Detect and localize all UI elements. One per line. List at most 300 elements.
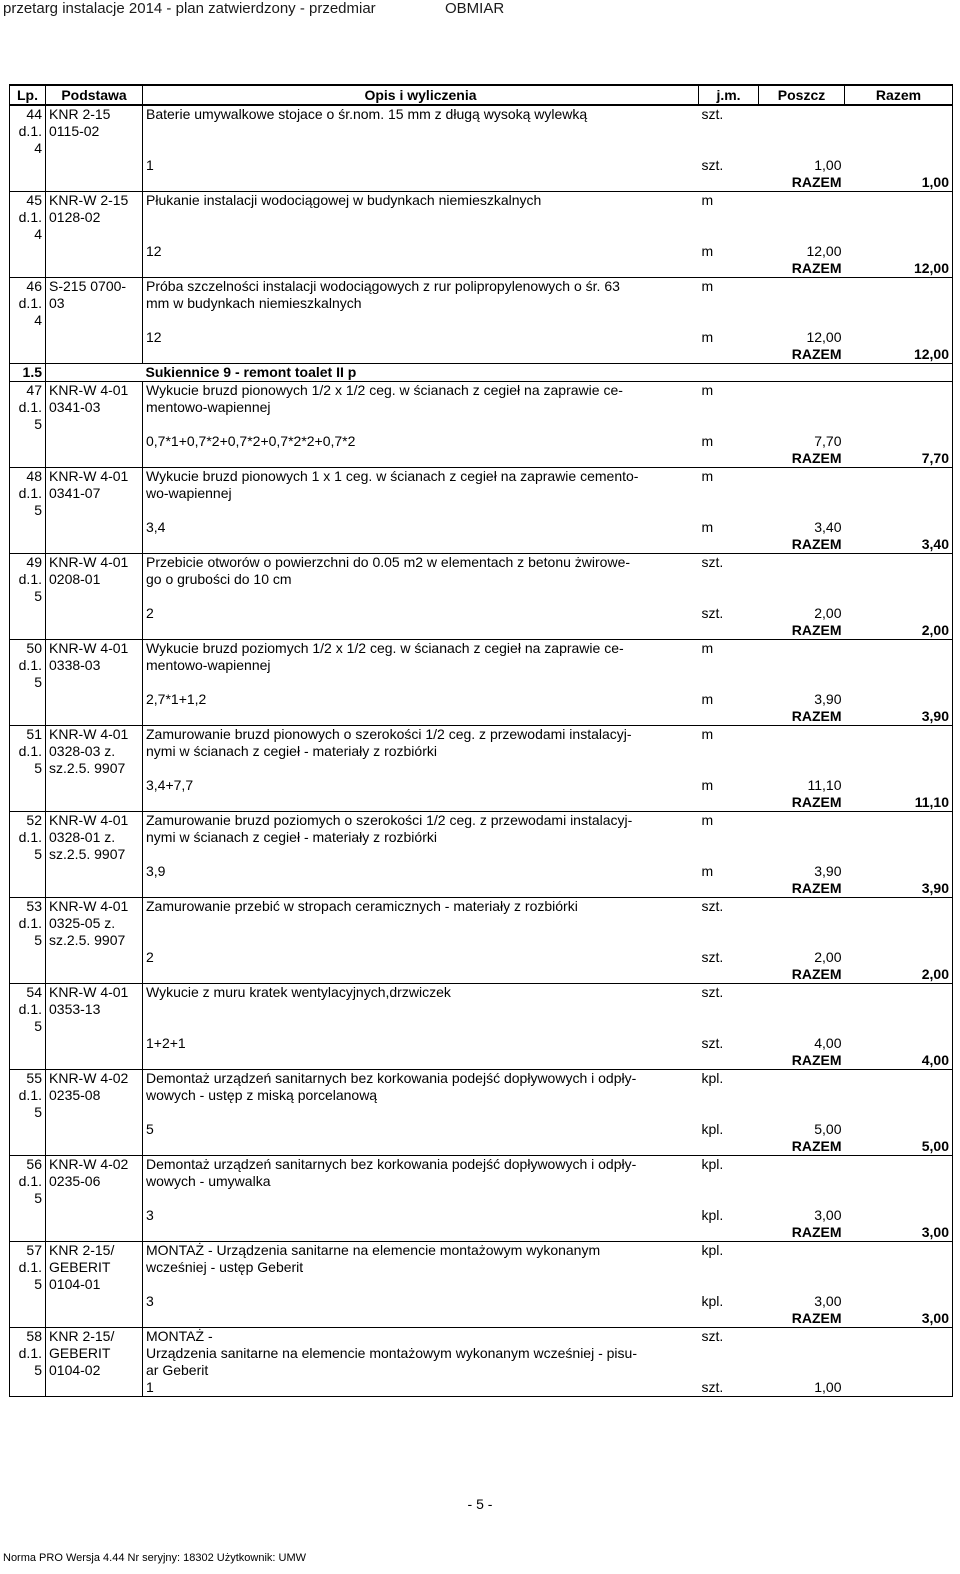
position-partial <box>759 726 845 744</box>
calculation-unit: m <box>701 519 714 535</box>
position-unit <box>699 1259 759 1276</box>
position-description: Próba szczelności instalacji wodociągowych z rur polipropylenowych o śr. 63 <box>143 278 699 296</box>
total-row <box>10 260 953 278</box>
table-row <box>10 105 953 123</box>
position-partial <box>759 192 845 210</box>
position-number: 45 <box>10 192 46 210</box>
calculation-value: 12,00 <box>806 329 842 345</box>
position-total <box>845 657 953 674</box>
calculation-unit: m <box>701 863 714 879</box>
position-unit <box>699 1018 759 1035</box>
table-row <box>10 812 953 830</box>
position-basis: KNR-W 4-01 <box>46 640 143 658</box>
position-total <box>845 949 953 966</box>
calculation-row <box>10 1379 953 1397</box>
table-row <box>10 1345 953 1362</box>
total-row <box>10 708 953 726</box>
position-unit <box>699 209 759 226</box>
position-basis <box>46 174 143 192</box>
position-partial <box>759 140 845 157</box>
position-unit <box>699 932 759 949</box>
position-total <box>845 812 953 830</box>
position-number <box>10 880 46 898</box>
position-partial <box>759 312 845 329</box>
table-row <box>10 657 953 674</box>
position-number: 5 <box>10 502 46 519</box>
position-description: Urządzenia sanitarne na elemencie montażowym wykonanym wcześniej - pisu- <box>146 1345 637 1361</box>
position-unit <box>699 1104 759 1121</box>
total-spacer <box>143 708 699 726</box>
position-partial <box>759 105 845 123</box>
table-row <box>10 760 953 777</box>
position-unit: m <box>699 726 759 744</box>
position-basis <box>46 1379 143 1397</box>
position-basis: 0338-03 <box>46 657 143 674</box>
table-row <box>10 1070 953 1088</box>
total-row <box>10 622 953 640</box>
position-number <box>10 1379 46 1397</box>
total-row <box>10 450 953 468</box>
total-row <box>10 1310 953 1328</box>
calculation-unit: szt. <box>701 157 724 173</box>
position-number: 5 <box>10 1276 46 1293</box>
table-row <box>10 640 953 658</box>
position-number <box>10 708 46 726</box>
position-description: Wykucie bruzd poziomych 1/2 x 1/2 ceg. w ścianach z cegieł na zaprawie ce- <box>143 640 699 658</box>
position-unit <box>699 1345 759 1362</box>
calculation-expression: 3 <box>146 1207 154 1223</box>
table-row <box>10 1190 953 1207</box>
position-description: wcześniej - ustęp Geberit <box>146 1259 304 1275</box>
position-total <box>845 760 953 777</box>
calculation-value: 5,00 <box>814 1121 842 1137</box>
position-description: Wykucie bruzd pionowych 1 x 1 ceg. w ścianach z cegieł na zaprawie cemento- <box>143 468 699 486</box>
table-row <box>10 932 953 949</box>
total-spacer <box>143 880 699 898</box>
position-description <box>143 1018 699 1035</box>
position-number <box>10 1138 46 1156</box>
position-number: d.1. <box>10 743 46 760</box>
position-basis <box>46 346 143 364</box>
calculation-value: 1,00 <box>814 157 842 173</box>
position-unit <box>699 226 759 243</box>
positions-block-b <box>10 382 953 1328</box>
position-description <box>143 1104 699 1121</box>
position-unit <box>699 140 759 157</box>
calculation-value: 11,10 <box>807 777 842 793</box>
position-total <box>845 416 953 433</box>
position-basis <box>46 605 143 622</box>
total-label: RAZEM <box>791 1138 842 1154</box>
table-row <box>10 1018 953 1035</box>
position-number: 5 <box>10 1018 46 1035</box>
calculation-value: 7,70 <box>814 433 842 449</box>
position-description <box>143 312 699 329</box>
calculation-expression: 5 <box>146 1121 154 1137</box>
position-total <box>845 433 953 450</box>
position-number <box>10 519 46 536</box>
table-row <box>10 502 953 519</box>
position-total <box>845 1087 953 1104</box>
position-description: Baterie umywalkowe stojace o śr.nom. 15 mm z długą wysoką wylewką <box>143 105 699 123</box>
position-description: Płukanie instalacji wodociągowej w budynkach niemieszkalnych <box>143 192 699 210</box>
table-row <box>10 278 953 296</box>
calculation-value: 2,00 <box>814 605 842 621</box>
position-total <box>845 1207 953 1224</box>
position-partial <box>759 640 845 658</box>
document-type: OBMIAR <box>445 0 505 17</box>
position-number: 5 <box>10 674 46 691</box>
position-basis <box>46 1035 143 1052</box>
section-number: 1.5 <box>10 364 46 382</box>
position-basis <box>46 949 143 966</box>
position-description <box>143 1190 699 1207</box>
total-value: 3,00 <box>845 1310 953 1328</box>
position-total <box>845 1070 953 1088</box>
position-basis <box>46 1207 143 1224</box>
position-description <box>143 915 699 932</box>
position-number <box>10 691 46 708</box>
position-partial <box>759 571 845 588</box>
total-label: RAZEM <box>791 174 842 190</box>
position-basis <box>46 1224 143 1242</box>
position-basis: GEBERIT <box>46 1345 143 1362</box>
position-basis: 0104-01 <box>46 1276 143 1293</box>
total-spacer <box>143 794 699 812</box>
position-number <box>10 346 46 364</box>
calculation-unit: kpl. <box>701 1207 724 1223</box>
position-number: d.1. <box>10 123 46 140</box>
calculation-unit: m <box>701 329 714 345</box>
position-total <box>845 1156 953 1174</box>
position-basis: 0208-01 <box>46 571 143 588</box>
total-value: 4,00 <box>845 1052 953 1070</box>
position-total <box>845 1379 953 1397</box>
calculation-unit: m <box>701 243 714 259</box>
position-unit: szt. <box>699 105 759 123</box>
calculation-value: 3,00 <box>814 1207 842 1223</box>
position-unit: m <box>699 468 759 486</box>
total-row <box>10 880 953 898</box>
position-number: d.1. <box>10 571 46 588</box>
position-number: d.1. <box>10 829 46 846</box>
calculation-expression: 12 <box>146 243 162 259</box>
position-basis <box>46 140 143 157</box>
position-basis <box>46 502 143 519</box>
position-partial <box>759 1259 845 1276</box>
calculation-row <box>10 1035 953 1052</box>
position-number: 56 <box>10 1156 46 1174</box>
table-row <box>10 123 953 140</box>
position-partial <box>759 123 845 140</box>
position-total <box>845 399 953 416</box>
position-description: Demontaż urządzeń sanitarnych bez korkowania podejść dopływowych i odpły- <box>143 1070 699 1088</box>
total-spacer <box>143 346 699 364</box>
position-total <box>845 1190 953 1207</box>
table-row <box>10 399 953 416</box>
position-total <box>845 846 953 863</box>
position-basis <box>46 1052 143 1070</box>
total-row <box>10 174 953 192</box>
calculation-unit: m <box>701 433 714 449</box>
calculation-unit: szt. <box>699 1379 759 1397</box>
position-partial <box>759 1001 845 1018</box>
position-partial <box>759 1242 845 1260</box>
position-total <box>845 1293 953 1310</box>
position-total <box>845 312 953 329</box>
position-basis: 0325-05 z. <box>46 915 143 932</box>
calculation-value: 1,00 <box>759 1379 845 1397</box>
position-basis: KNR-W 4-01 <box>46 984 143 1002</box>
position-number: 4 <box>10 226 46 243</box>
position-unit <box>699 1362 759 1379</box>
calculation-unit: m <box>701 777 714 793</box>
position-description <box>143 226 699 243</box>
total-spacer <box>143 966 699 984</box>
calculation-unit: m <box>701 691 714 707</box>
position-total <box>845 777 953 794</box>
total-spacer <box>143 260 699 278</box>
position-basis: 0341-03 <box>46 399 143 416</box>
table-row <box>10 571 953 588</box>
position-unit <box>699 760 759 777</box>
calculation-unit: kpl. <box>701 1293 724 1309</box>
total-label: RAZEM <box>791 1052 842 1068</box>
position-partial <box>759 382 845 400</box>
position-partial <box>759 915 845 932</box>
position-partial <box>759 846 845 863</box>
position-number: 5 <box>10 1362 46 1379</box>
position-number: 50 <box>10 640 46 658</box>
table-row <box>10 915 953 932</box>
total-row <box>10 536 953 554</box>
calculation-unit: szt. <box>701 1035 724 1051</box>
position-total <box>845 105 953 123</box>
position-basis <box>46 1104 143 1121</box>
table-row <box>10 140 953 157</box>
position-unit <box>699 416 759 433</box>
position-basis <box>46 708 143 726</box>
total-value: 2,00 <box>845 622 953 640</box>
position-partial <box>759 209 845 226</box>
position-unit <box>699 743 759 760</box>
position-basis <box>46 863 143 880</box>
position-basis <box>46 674 143 691</box>
position-basis <box>46 450 143 468</box>
position-unit: m <box>699 278 759 296</box>
position-description: mentowo-wapiennej <box>146 399 271 415</box>
total-value: 1,00 <box>845 174 953 192</box>
position-basis: KNR-W 4-01 <box>46 812 143 830</box>
position-basis <box>46 966 143 984</box>
position-unit: szt. <box>699 1328 759 1346</box>
position-number: d.1. <box>10 1259 46 1276</box>
column-header-opis: Opis i wyliczenia <box>143 85 699 105</box>
position-partial <box>759 657 845 674</box>
position-total <box>845 691 953 708</box>
position-number: d.1. <box>10 657 46 674</box>
position-total <box>845 743 953 760</box>
position-total <box>845 984 953 1002</box>
position-unit <box>699 1001 759 1018</box>
position-number: 5 <box>10 588 46 605</box>
software-footer: Norma PRO Wersja 4.44 Nr seryjny: 18302 Użytkownik: UMW <box>3 1552 306 1564</box>
position-total <box>845 519 953 536</box>
position-partial <box>759 485 845 502</box>
position-unit <box>699 1276 759 1293</box>
position-partial <box>759 1156 845 1174</box>
position-partial <box>759 295 845 312</box>
total-spacer <box>143 1224 699 1242</box>
position-unit: szt. <box>699 898 759 916</box>
position-basis: KNR 2-15 <box>46 105 143 123</box>
table-row <box>10 588 953 605</box>
calculation-value: 2,00 <box>814 949 842 965</box>
position-total <box>845 485 953 502</box>
table-row <box>10 1087 953 1104</box>
total-label: RAZEM <box>791 708 842 724</box>
position-total <box>845 382 953 400</box>
position-basis: KNR-W 4-01 <box>46 726 143 744</box>
position-unit: kpl. <box>699 1070 759 1088</box>
position-number <box>10 1224 46 1242</box>
column-header-podstawa: Podstawa <box>46 85 143 105</box>
calculation-row <box>10 433 953 450</box>
position-description: Demontaż urządzeń sanitarnych bez korkowania podejść dopływowych i odpły- <box>143 1156 699 1174</box>
position-partial <box>759 502 845 519</box>
calculation-expression: 1 <box>143 1379 699 1397</box>
position-basis: 0235-08 <box>46 1087 143 1104</box>
position-number: 5 <box>10 416 46 433</box>
position-number: 51 <box>10 726 46 744</box>
position-basis: KNR-W 2-15 <box>46 192 143 210</box>
position-total <box>845 1328 953 1346</box>
position-total <box>845 1018 953 1035</box>
position-unit: szt. <box>699 554 759 572</box>
positions-block-c <box>10 1328 953 1397</box>
position-number: 55 <box>10 1070 46 1088</box>
position-number <box>10 863 46 880</box>
position-description <box>143 932 699 949</box>
total-label: RAZEM <box>791 1310 842 1326</box>
calculation-row <box>10 1121 953 1138</box>
table-row <box>10 1328 953 1346</box>
position-basis <box>46 1310 143 1328</box>
total-spacer <box>143 174 699 192</box>
position-basis: 0328-01 z. <box>46 829 143 846</box>
position-description: MONTAŻ - <box>143 1328 699 1346</box>
position-total <box>845 1104 953 1121</box>
position-unit <box>699 123 759 140</box>
position-basis <box>46 433 143 450</box>
total-value: 12,00 <box>845 260 953 278</box>
position-basis <box>46 226 143 243</box>
position-description: wowych - ustęp z miską porcelanową <box>146 1087 378 1103</box>
position-unit <box>699 1087 759 1104</box>
position-basis <box>46 622 143 640</box>
position-basis <box>46 243 143 260</box>
position-unit: kpl. <box>699 1242 759 1260</box>
position-basis <box>46 777 143 794</box>
calculation-row <box>10 329 953 346</box>
calculation-row <box>10 605 953 622</box>
position-number <box>10 1310 46 1328</box>
position-total <box>845 502 953 519</box>
position-number <box>10 243 46 260</box>
total-row <box>10 1052 953 1070</box>
position-total <box>845 295 953 312</box>
total-row <box>10 1224 953 1242</box>
position-number <box>10 966 46 984</box>
position-number <box>10 174 46 192</box>
position-partial <box>759 898 845 916</box>
position-total <box>845 140 953 157</box>
position-partial <box>759 1362 845 1379</box>
position-unit <box>699 571 759 588</box>
position-basis <box>46 1293 143 1310</box>
position-partial <box>759 226 845 243</box>
position-total <box>845 1259 953 1276</box>
position-basis: S-215 0700- <box>46 278 143 296</box>
calculation-row <box>10 157 953 174</box>
position-unit <box>699 1173 759 1190</box>
position-number: 46 <box>10 278 46 296</box>
position-basis <box>46 312 143 329</box>
document-title: przetarg instalacje 2014 - plan zatwierdzony - przedmiar <box>3 0 376 17</box>
position-number: 4 <box>10 312 46 329</box>
calculation-row <box>10 777 953 794</box>
position-number: d.1. <box>10 1173 46 1190</box>
calculation-value: 12,00 <box>806 243 842 259</box>
calculation-expression: 2 <box>146 605 154 621</box>
position-partial <box>759 932 845 949</box>
position-number: 4 <box>10 140 46 157</box>
table-row <box>10 1156 953 1174</box>
calculation-row <box>10 863 953 880</box>
position-partial <box>759 1018 845 1035</box>
position-total <box>845 571 953 588</box>
section-row <box>10 364 953 382</box>
position-number: 57 <box>10 1242 46 1260</box>
position-unit <box>699 295 759 312</box>
position-number: 5 <box>10 846 46 863</box>
calculation-expression: 3,9 <box>146 863 166 879</box>
total-spacer <box>143 1138 699 1156</box>
table-row <box>10 226 953 243</box>
position-basis: KNR 2-15/ <box>46 1242 143 1260</box>
position-unit <box>699 588 759 605</box>
total-label: RAZEM <box>791 260 842 276</box>
total-spacer <box>143 622 699 640</box>
total-label: RAZEM <box>791 346 842 362</box>
calculation-row <box>10 519 953 536</box>
position-unit <box>699 399 759 416</box>
position-number <box>10 1207 46 1224</box>
position-partial <box>759 1276 845 1293</box>
position-number: d.1. <box>10 1345 46 1362</box>
position-number: d.1. <box>10 399 46 416</box>
position-total <box>845 932 953 949</box>
calculation-expression: 3,4+7,7 <box>146 777 194 793</box>
position-description: wowych - umywalka <box>146 1173 271 1189</box>
position-number <box>10 536 46 554</box>
table-row <box>10 416 953 433</box>
calculation-expression: 12 <box>146 329 162 345</box>
position-basis: 0128-02 <box>46 209 143 226</box>
position-total <box>845 192 953 210</box>
total-label: RAZEM <box>791 450 842 466</box>
position-total <box>845 1173 953 1190</box>
